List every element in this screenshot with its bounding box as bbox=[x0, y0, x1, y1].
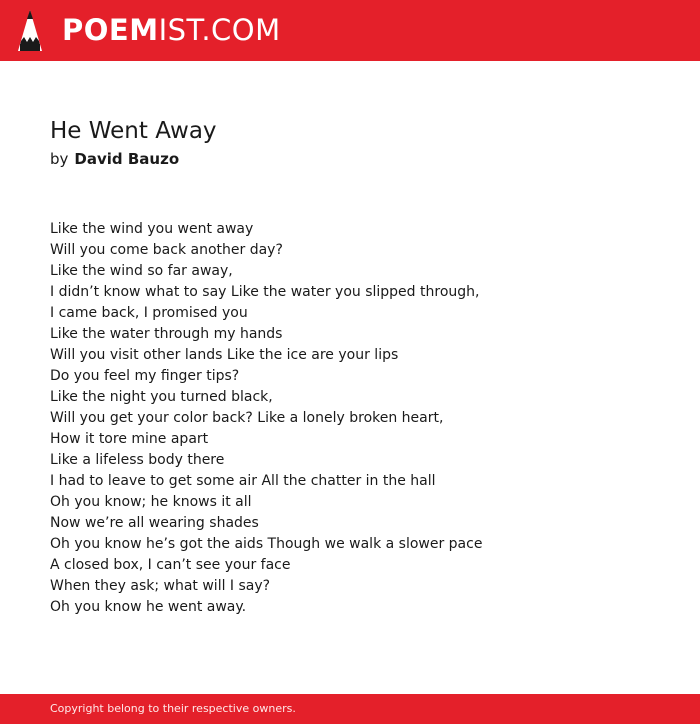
poem-line: Like the wind you went away bbox=[50, 221, 254, 237]
poem-body bbox=[50, 219, 482, 618]
poem-line: How it tore mine apart bbox=[50, 431, 209, 447]
author-link[interactable]: David Bauzo bbox=[74, 150, 180, 168]
poem-line: Do you feel my finger tips? bbox=[50, 368, 240, 384]
poem-line: Oh you know he went away. bbox=[50, 599, 247, 615]
poem-line: Will you visit other lands Like the ice are your lips bbox=[50, 347, 399, 363]
site-footer bbox=[0, 694, 700, 724]
by-label: by bbox=[50, 150, 69, 168]
poem-line: Like a lifeless body there bbox=[50, 452, 225, 468]
poem-line: Like the water through my hands bbox=[50, 326, 283, 342]
poem-line: I didn’t know what to say Like the water you slipped through, bbox=[50, 284, 480, 300]
poem-line: Oh you know; he knows it all bbox=[50, 494, 252, 510]
poem-line: Oh you know he’s got the aids Though we walk a slower pace bbox=[50, 536, 483, 552]
poem-line: I had to leave to get some air All the chatter in the hall bbox=[50, 473, 436, 489]
brand-bold: POEM bbox=[62, 13, 159, 47]
poem-line: A closed box, I can’t see your face bbox=[50, 557, 291, 573]
copyright-notice: Copyright belong to their respective owners. bbox=[50, 702, 296, 715]
poem-line: When they ask; what will I say? bbox=[50, 578, 271, 594]
poem-line: I came back, I promised you bbox=[50, 305, 248, 321]
poem-line: Will you get your color back? Like a lonely broken heart, bbox=[50, 410, 444, 426]
poem-line: Will you come back another day? bbox=[50, 242, 283, 258]
site-header bbox=[0, 0, 700, 61]
poem-line: Now we’re all wearing shades bbox=[50, 515, 259, 531]
brand-light: IST.COM bbox=[158, 13, 281, 47]
pencil-tip-icon[interactable] bbox=[18, 10, 42, 51]
byline bbox=[50, 148, 179, 170]
poem-line: Like the night you turned black, bbox=[50, 389, 273, 405]
poem-line: Like the wind so far away, bbox=[50, 263, 233, 279]
poem-title: He Went Away bbox=[50, 118, 217, 144]
site-logo-link[interactable] bbox=[62, 13, 281, 47]
